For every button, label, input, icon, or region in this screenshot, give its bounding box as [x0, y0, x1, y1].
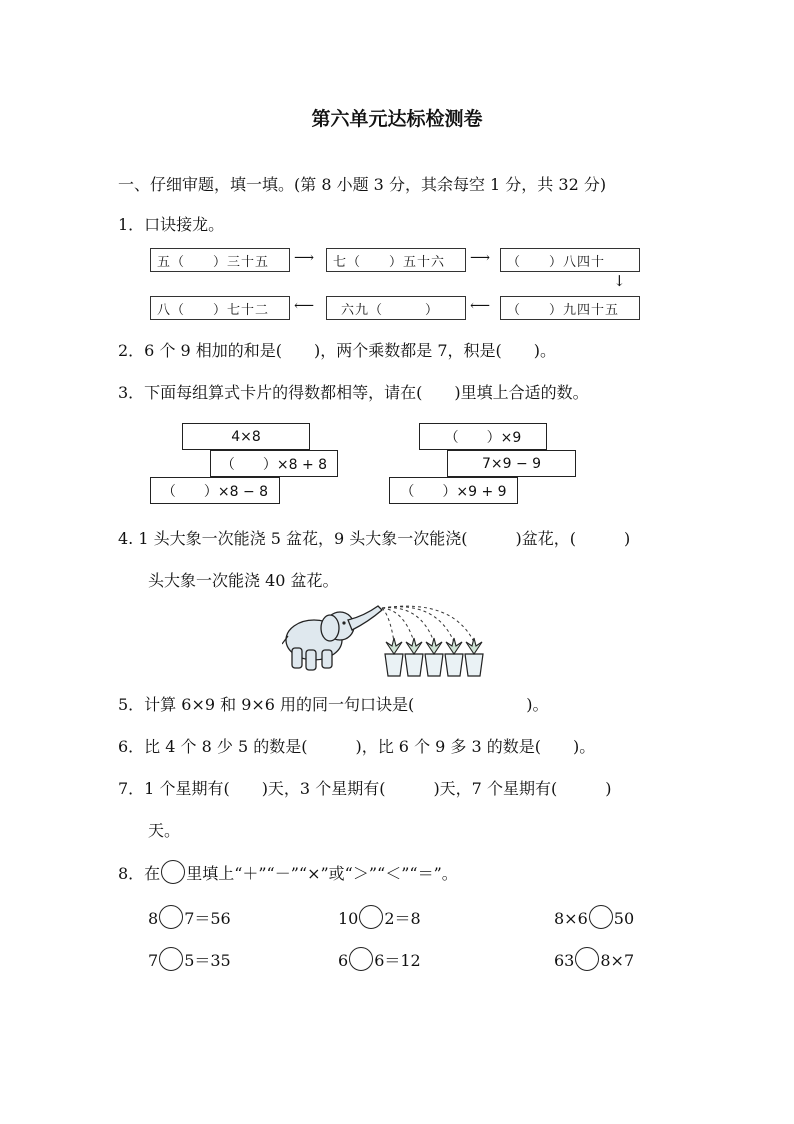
arrow-down-icon: ↓ — [613, 272, 626, 290]
chain-box-4: （ ）九四十五 — [500, 296, 640, 320]
question-4-line-2: 头大象一次能浇 40 盆花。 — [148, 571, 339, 590]
card-a-3: （ ）×8 − 8 — [150, 477, 280, 504]
item-right: 7＝56 — [184, 909, 231, 928]
question-3: 3．下面每组算式卡片的得数都相等，请在( )里填上合适的数。 — [118, 383, 589, 402]
comparison-item — [554, 905, 634, 929]
answer-circle-icon[interactable] — [589, 905, 613, 929]
chain-box-1: 五（ ）三十五 — [150, 248, 290, 272]
question-4-line-1: 4. 1 头大象一次能浇 5 盆花，9 头大象一次能浇( )盆花，( ) — [118, 529, 631, 548]
item-left: 63 — [554, 951, 575, 970]
comparison-item — [338, 947, 421, 971]
elephant-watering-flowers-illustration — [282, 596, 522, 682]
item-right: 6＝12 — [374, 951, 421, 970]
answer-circle-icon[interactable] — [359, 905, 383, 929]
item-left: 7 — [148, 951, 159, 970]
question-8 — [118, 860, 458, 884]
arrow-left-icon: ⟵ — [470, 298, 491, 314]
question-1: 1．口诀接龙。 — [118, 215, 225, 234]
card-a-2: （ ）×8 + 8 — [210, 450, 338, 477]
comparison-item — [148, 905, 231, 929]
answer-circle-icon[interactable] — [349, 947, 373, 971]
question-8-suffix: 里填上“＋”“－”“×”或“＞”“＜”“＝”。 — [186, 864, 458, 883]
item-left: 8×6 — [554, 909, 588, 928]
arrow-right-icon: ⟶ — [294, 250, 315, 266]
question-5: 5．计算 6×9 和 9×6 用的同一句口诀是( )。 — [118, 695, 549, 714]
page-title: 第六单元达标检测卷 — [311, 108, 483, 130]
question-7-line-2: 天。 — [148, 821, 181, 840]
item-left: 10 — [338, 909, 359, 928]
item-right: 2＝8 — [384, 909, 421, 928]
comparison-item — [148, 947, 231, 971]
card-b-1: （ ）×9 — [419, 423, 547, 450]
answer-circle-icon[interactable] — [575, 947, 599, 971]
card-b-2: 7×9 − 9 — [447, 450, 576, 477]
section-heading: 一、仔细审题，填一填。(第 8 小题 3 分，其余每空 1 分，共 32 分) — [118, 175, 607, 194]
chain-box-3: （ ）八四十 — [500, 248, 640, 272]
card-b-3: （ ）×9 + 9 — [389, 477, 518, 504]
answer-circle-icon[interactable] — [159, 947, 183, 971]
question-8-prefix: 8．在 — [118, 864, 161, 883]
question-2: 2．6 个 9 相加的和是( )，两个乘数都是 7，积是( )。 — [118, 341, 557, 360]
question-6: 6．比 4 个 8 少 5 的数是( )，比 6 个 9 多 3 的数是( )。 — [118, 737, 596, 756]
item-left: 8 — [148, 909, 159, 928]
item-right: 8×7 — [600, 951, 635, 970]
chain-box-6: 八（ ）七十二 — [150, 296, 290, 320]
arrow-left-icon: ⟵ — [294, 298, 315, 314]
card-a-1: 4×8 — [182, 423, 310, 450]
question-7-line-1: 7．1 个星期有( )天，3 个星期有( )天，7 个星期有( ) — [118, 779, 612, 798]
answer-circle-icon[interactable] — [159, 905, 183, 929]
comparison-item — [554, 947, 634, 971]
item-left: 6 — [338, 951, 349, 970]
comparison-item — [338, 905, 421, 929]
blank-circle-icon — [161, 860, 185, 884]
item-right: 5＝35 — [184, 951, 231, 970]
chain-box-2: 七（ ）五十六 — [326, 248, 466, 272]
arrow-right-icon: ⟶ — [470, 250, 491, 266]
item-right: 50 — [613, 909, 635, 928]
chain-box-5: 六九（ ） — [326, 296, 466, 320]
